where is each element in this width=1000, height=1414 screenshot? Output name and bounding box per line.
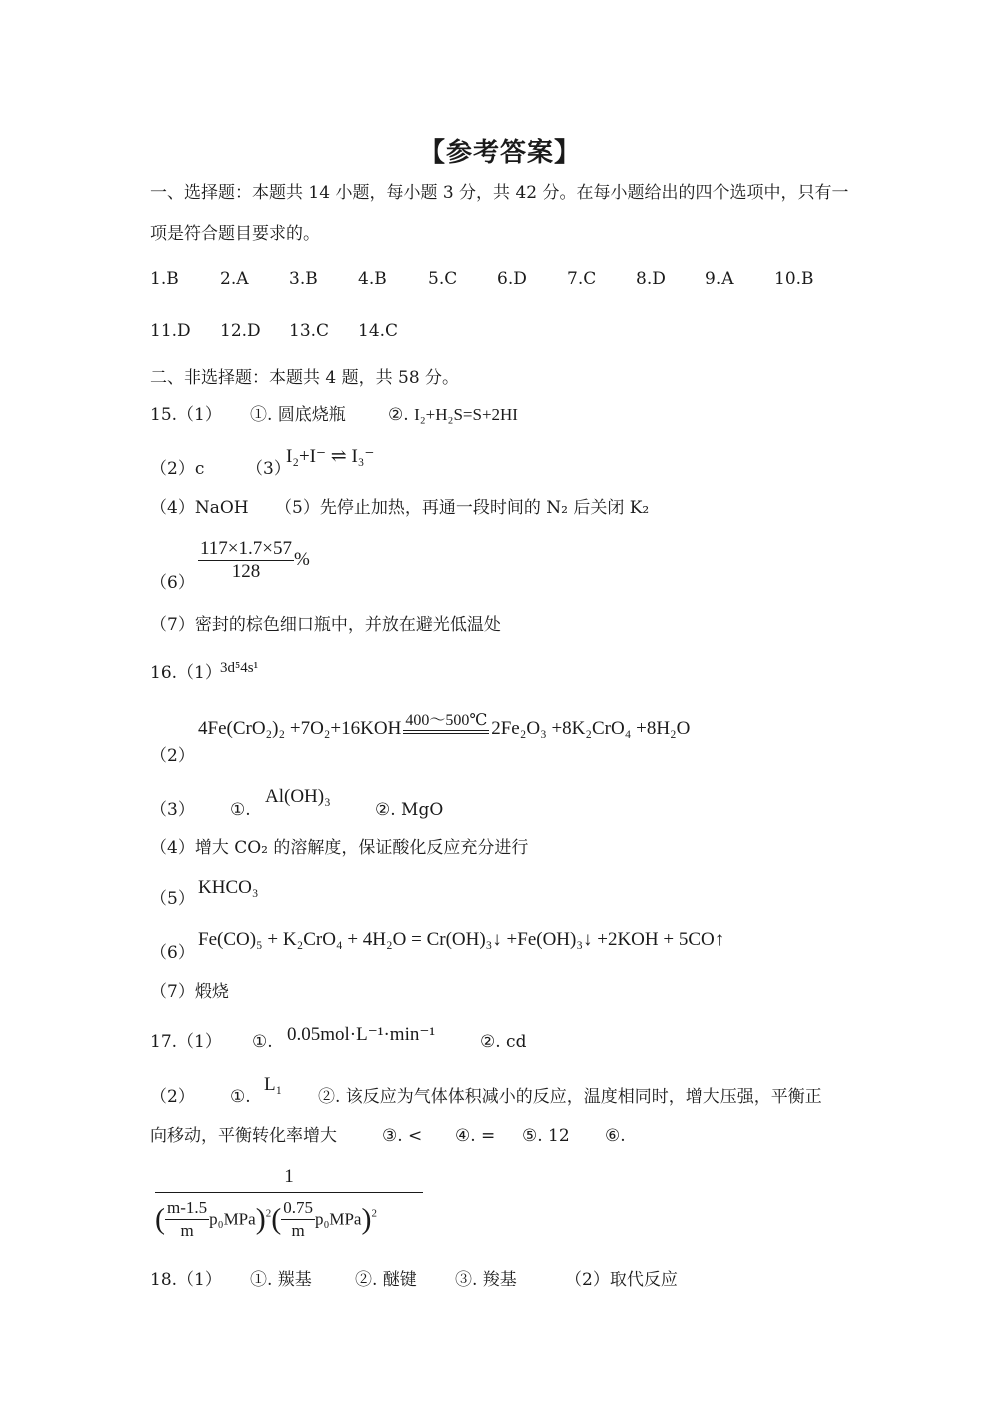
q15-part6-label: （6） (150, 573, 195, 593)
mc-answer: 4.B (358, 269, 387, 289)
mc-answer: 6.D (497, 269, 527, 289)
q17-part2-c: ③. < (382, 1126, 423, 1146)
kp-numerator: 1 (155, 1166, 423, 1193)
paren-right: ) (361, 1202, 372, 1236)
q17-part2-a-prefix: ①. (230, 1087, 251, 1107)
q18-part1-label: 18.（1） (150, 1270, 222, 1290)
q16-part6-label: （6） (150, 943, 195, 963)
mc-answer: 2.A (220, 269, 249, 289)
q17-part2-label: （2） (150, 1087, 195, 1107)
condition-text: 400～500℃ (405, 712, 488, 729)
q16-part5-formula: KHCO₃ (198, 877, 259, 898)
q17-part2-a-formula: L₁ (264, 1074, 283, 1095)
percent-unit: % (293, 548, 310, 570)
q16-part2-label: （2） (150, 746, 195, 766)
q16-part4: （4）增大 CO₂ 的溶解度，保证酸化反应充分进行 (150, 838, 529, 858)
fraction-denominator: 128 (231, 561, 261, 582)
mc-answer: 5.C (428, 269, 458, 289)
paren-left: ( (155, 1202, 165, 1236)
exponent: 2 (371, 1207, 377, 1220)
q16-part3-b: ②. MgO (375, 800, 444, 820)
fraction (281, 1197, 315, 1242)
mc-answer: 9.A (705, 269, 734, 289)
fraction-denominator: m (291, 1221, 305, 1240)
fraction-denominator: m (180, 1221, 194, 1240)
q15-part5: （5）先停止加热，再通一段时间的 N₂ 后关闭 K₂ (275, 498, 650, 518)
q16-part5-label: （5） (150, 889, 195, 909)
reaction-condition (401, 712, 491, 740)
q17-part2-continuation: 向移动，平衡转化率增大 (150, 1126, 337, 1146)
q15-part1-answer-b (388, 404, 518, 426)
q18-part1-a: ①. 羰基 (250, 1270, 312, 1290)
kp-denominator (155, 1193, 423, 1242)
mc-answer: 13.C (289, 321, 330, 341)
fraction (198, 538, 294, 583)
section1-heading-line1: 一、选择题：本题共 14 小题，每小题 3 分，共 42 分。在每小题给出的四个选项中，只有一 (150, 183, 849, 203)
mc-answer: 8.D (636, 269, 666, 289)
q15-part3-label: （3） (246, 459, 291, 479)
q16-part3-label: （3） (150, 800, 195, 820)
q17-part1-a-formula: 0.05mol·L⁻¹·min⁻¹ (287, 1024, 436, 1045)
q15-part1-answer-a: ①. 圆底烧瓶 (250, 405, 346, 425)
q15-part3-formula: I₂+I⁻ ⇌ I₃⁻ (286, 446, 375, 467)
q15-part1-label: 15.（1） (150, 405, 222, 425)
mc-answer: 14.C (358, 321, 399, 341)
q18-part1-b: ②. 醚键 (355, 1270, 417, 1290)
q15-part6-fraction (198, 538, 310, 583)
fraction-numerator: m-1.5 (165, 1197, 209, 1220)
equation-right: 2Fe₂O₃ +8K₂CrO₄ +8H₂O (491, 718, 691, 739)
q17-part2-e: ⑤. 12 (522, 1126, 570, 1146)
exponent: 2 (265, 1207, 272, 1220)
q17-part2-b: ②. 该反应为气体体积减小的反应，温度相同时，增大压强，平衡正 (318, 1087, 822, 1107)
mc-answer: 12.D (220, 321, 261, 341)
mc-answer: 7.C (567, 269, 597, 289)
double-line-arrow (403, 730, 489, 734)
paren-right: ) (255, 1202, 266, 1236)
q18-part1-c: ③. 羧基 (455, 1270, 517, 1290)
equation-left: 4Fe(CrO₂)₂ +7O₂+16KOH (198, 718, 402, 739)
q18-part2: （2）取代反应 (565, 1270, 678, 1290)
mc-answer: 10.B (774, 269, 814, 289)
q17-part2-f: ⑥. (605, 1126, 626, 1146)
q16-part7: （7）煅烧 (150, 982, 229, 1002)
q16-part1-label: 16.（1） (150, 663, 222, 683)
answer-prefix: ②. (388, 405, 415, 425)
kp-expression (155, 1166, 423, 1242)
paren-left: ( (271, 1202, 282, 1236)
mc-answer: 3.B (289, 269, 318, 289)
q15-part7: （7）密封的棕色细口瓶中，并放在避光低温处 (150, 615, 501, 635)
q16-part3-a-prefix: ①. (230, 800, 251, 820)
q16-part3-a-formula: Al(OH)₃ (265, 786, 331, 807)
chem-equation: I₂+H₂S=S+2HI (414, 405, 518, 424)
page-title: 【参考答案】 (418, 138, 581, 168)
pressure-unit: p₀MPa (209, 1209, 256, 1229)
section2-heading: 二、非选择题：本题共 4 题，共 58 分。 (150, 368, 460, 388)
pressure-unit: p₀MPa (314, 1209, 362, 1229)
mc-answer: 11.D (150, 321, 191, 341)
section1-heading-line2: 项是符合题目要求的。 (150, 224, 320, 244)
q16-part6-equation: Fe(CO)₅ + K₂CrO₄ + 4H₂O = Cr(OH)₃↓ +Fe(OH)₃↓ +2KOH + 5CO↑ (198, 929, 725, 950)
q15-part4: （4）NaOH (150, 498, 249, 518)
mc-answer: 1.B (150, 269, 179, 289)
q16-part1-formula: 3d⁵4s¹ (220, 660, 259, 676)
q16-part2-equation (198, 712, 691, 740)
q17-part2-d: ④. = (455, 1126, 496, 1146)
q17-part1-label: 17.（1） (150, 1032, 222, 1052)
fraction (165, 1197, 209, 1242)
q17-part1-b: ②. cd (480, 1032, 527, 1052)
fraction-numerator: 117×1.7×57 (200, 538, 292, 559)
q15-part2: （2）c (150, 459, 205, 479)
fraction-numerator: 0.75 (281, 1197, 315, 1220)
q17-part1-a-prefix: ①. (252, 1032, 273, 1052)
